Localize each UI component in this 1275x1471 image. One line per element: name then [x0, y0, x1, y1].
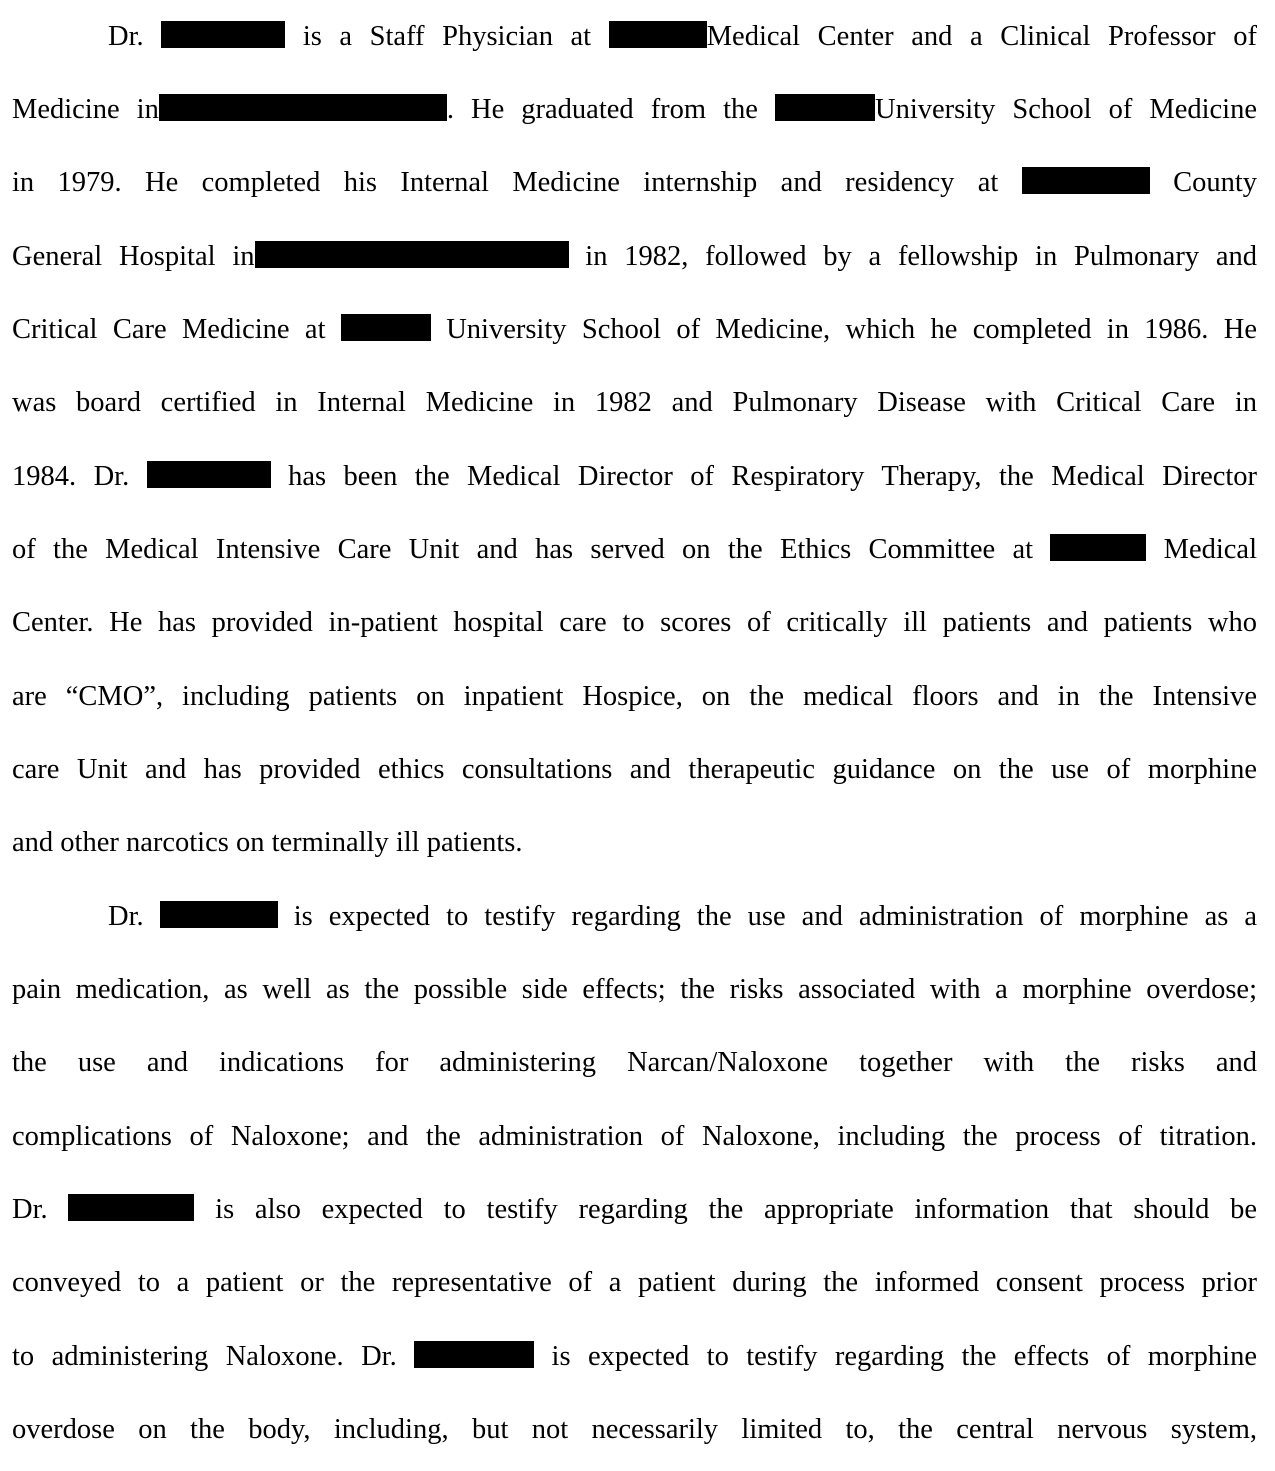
text-line [12, 750, 1257, 790]
text-fragment: in 1982, followed by a fellowship in Pulmonary and [585, 241, 1257, 272]
redaction-block [414, 1341, 534, 1368]
text-line [12, 823, 1257, 863]
redaction-block [775, 94, 875, 121]
text-fragment: complications of Naloxone; and the administration of Naloxone, including the process of titration. [12, 1121, 1257, 1152]
redaction-block [160, 901, 278, 928]
text-fragment: is expected to testify regarding the use and administration of morphine as a [293, 901, 1257, 932]
redaction-block [255, 241, 569, 268]
text-fragment: care Unit and has provided ethics consultations and therapeutic guidance on the use of morphine [12, 754, 1257, 785]
text-fragment: the use and indications for administering Narcan/Naloxone together with the risks and [12, 1047, 1257, 1078]
text-fragment: pain medication, as well as the possible side effects; the risks associated with a morphine overdose; [12, 974, 1257, 1005]
redaction-block [609, 21, 707, 48]
text-line [12, 530, 1257, 570]
redaction-block [68, 1194, 194, 1221]
text-fragment: University School of Medicine [875, 94, 1257, 125]
text-line [12, 970, 1257, 1010]
text-line [12, 1337, 1257, 1377]
text-line [12, 457, 1257, 497]
redaction-block [161, 21, 285, 48]
text-line [12, 237, 1257, 277]
redaction-block [159, 94, 447, 121]
text-fragment: Dr. [12, 1194, 48, 1225]
text-fragment: conveyed to a patient or the representative of a patient during the informed consent process prior [12, 1267, 1257, 1298]
text-fragment: . He graduated from the [446, 94, 758, 125]
text-fragment: are “CMO”, including patients on inpatient Hospice, on the medical floors and in the Intensive [12, 681, 1257, 712]
text-fragment: is expected to testify regarding the effects of morphine [551, 1341, 1257, 1372]
text-fragment: General Hospital in [12, 241, 255, 272]
text-line [12, 1117, 1257, 1157]
text-fragment: Dr. [108, 21, 144, 52]
text-line [12, 1043, 1257, 1083]
text-line [12, 163, 1257, 203]
redaction-block [341, 314, 431, 341]
text-fragment: County [1173, 167, 1257, 198]
text-fragment: Dr. [108, 901, 144, 932]
text-fragment: 1984. Dr. [12, 461, 130, 492]
text-fragment: in 1979. He completed his Internal Medicine internship and residency at [12, 167, 999, 198]
text-line [12, 1190, 1257, 1230]
text-fragment: Medicine in [12, 94, 159, 125]
text-line [12, 1410, 1257, 1450]
text-line [12, 603, 1257, 643]
text-line [12, 17, 1257, 57]
text-fragment: was board certified in Internal Medicine in 1982 and Pulmonary Disease with Critical Care in [12, 387, 1257, 418]
redaction-block [1022, 167, 1150, 194]
text-line [12, 897, 1257, 937]
text-fragment: of the Medical Intensive Care Unit and has served on the Ethics Committee at [12, 534, 1034, 565]
text-line [12, 677, 1257, 717]
text-line [12, 310, 1257, 350]
text-fragment: to administering Naloxone. Dr. [12, 1341, 397, 1372]
redaction-block [1050, 534, 1146, 561]
text-fragment: is also expected to testify regarding the appropriate information that should be [215, 1194, 1257, 1225]
text-line [12, 383, 1257, 423]
text-fragment: is a Staff Physician at [302, 21, 592, 52]
redaction-block [147, 461, 271, 488]
text-line [12, 90, 1257, 130]
text-fragment: Critical Care Medicine at [12, 314, 326, 345]
text-fragment: University School of Medicine, which he completed in 1986. He [446, 314, 1257, 345]
text-fragment: overdose on the body, including, but not necessarily limited to, the central nervous system, [12, 1414, 1257, 1445]
text-fragment: Center. He has provided in-patient hospital care to scores of critically ill patients and patients who [12, 607, 1257, 638]
text-fragment: has been the Medical Director of Respiratory Therapy, the Medical Director [288, 461, 1257, 492]
text-fragment: Medical Center and a Clinical Professor of [706, 21, 1257, 52]
text-fragment: and other narcotics on terminally ill patients. [12, 827, 523, 858]
text-line [12, 1263, 1257, 1303]
text-fragment: Medical [1163, 534, 1257, 565]
